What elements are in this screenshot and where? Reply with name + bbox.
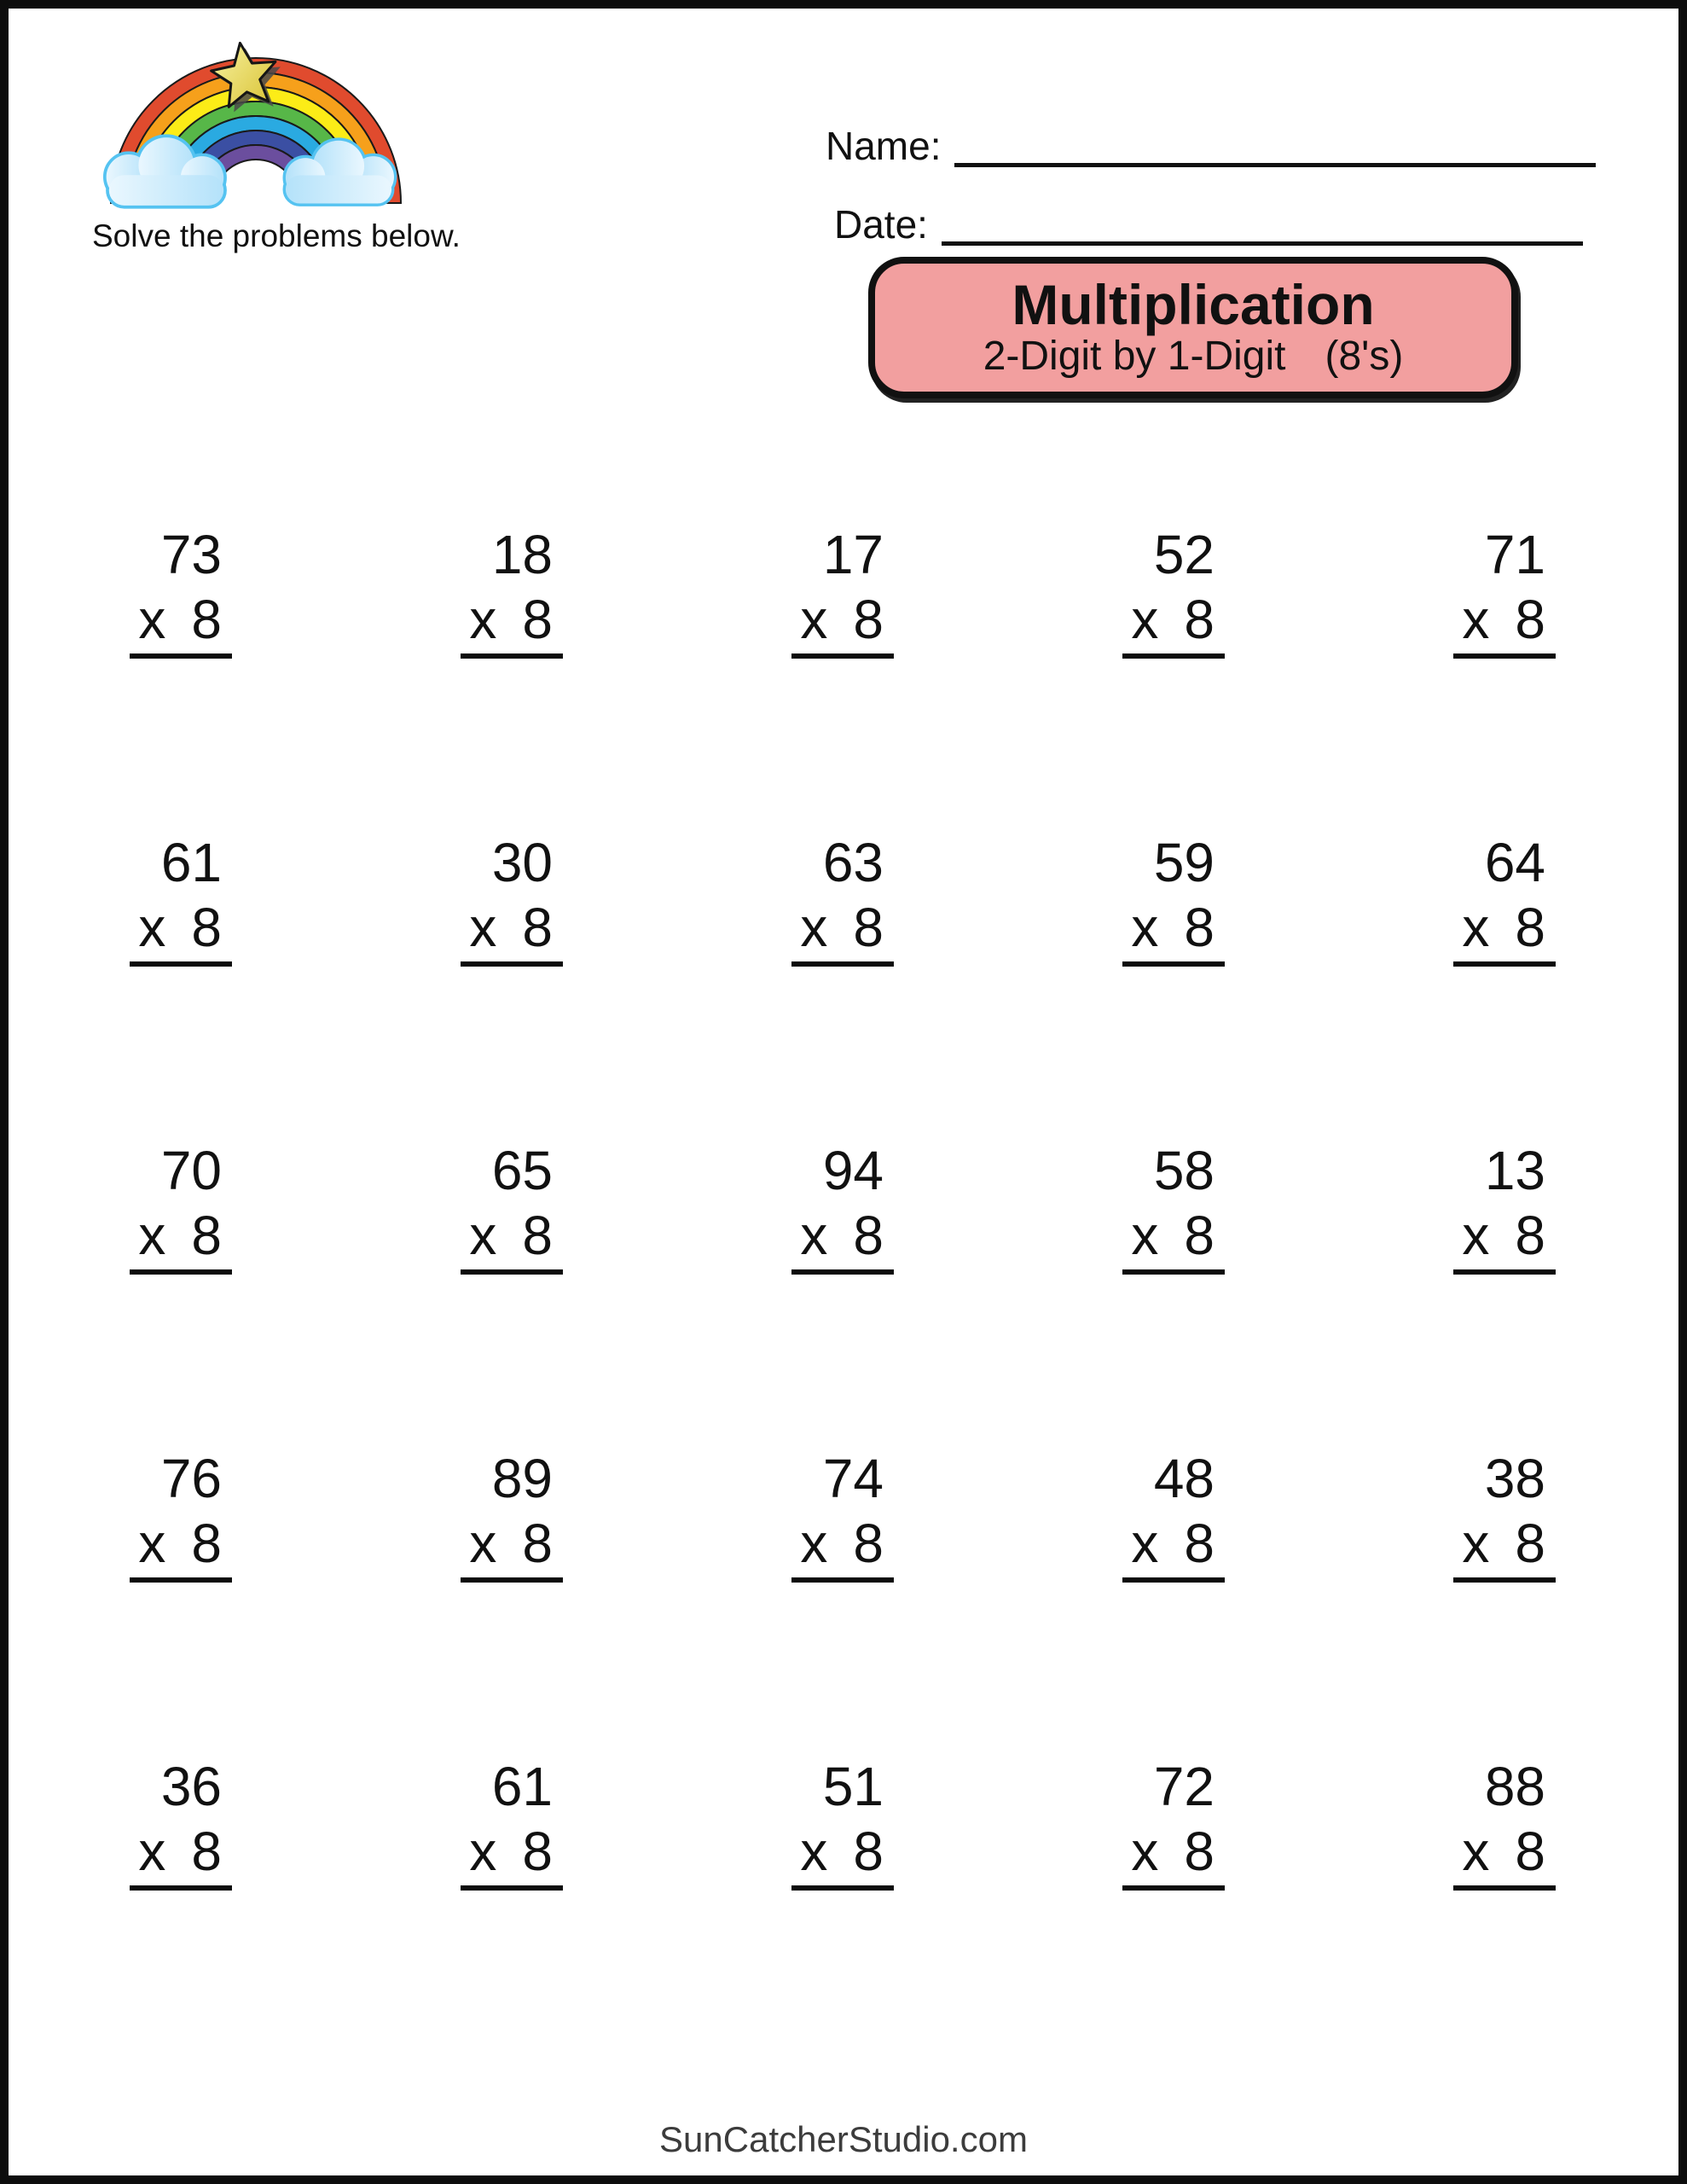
multiply-operator: x bbox=[1462, 589, 1490, 650]
date-field-row bbox=[834, 202, 1583, 247]
problem-cell bbox=[130, 832, 232, 1112]
problem-cell bbox=[1453, 1756, 1556, 2036]
problem-multiplicand: 17 bbox=[822, 524, 884, 585]
problem-answer-space[interactable] bbox=[791, 1583, 894, 1642]
problem-answer-space[interactable] bbox=[1122, 659, 1225, 718]
problem-multiplier: 8 bbox=[853, 1821, 884, 1882]
problem-multiplier: 8 bbox=[191, 1821, 222, 1882]
multiply-operator: x bbox=[800, 897, 828, 958]
multiply-operator: x bbox=[138, 1821, 166, 1882]
problem-multiplier-row bbox=[130, 1513, 232, 1583]
instruction-text: Solve the problems below. bbox=[92, 218, 461, 253]
problem-multiplier-row bbox=[1453, 1205, 1556, 1275]
multiply-operator: x bbox=[469, 897, 497, 958]
problem-multiplier: 8 bbox=[191, 1205, 222, 1266]
problem-answer-space[interactable] bbox=[1453, 1275, 1556, 1334]
multiply-operator: x bbox=[1462, 1513, 1490, 1574]
problem-cell bbox=[1122, 1140, 1225, 1420]
problem-multiplicand: 94 bbox=[822, 1140, 884, 1201]
problem-multiplier: 8 bbox=[1515, 589, 1545, 650]
rainbow-graphic bbox=[81, 39, 405, 210]
problem-answer-space[interactable] bbox=[461, 967, 563, 1026]
problem-answer-space[interactable] bbox=[1122, 1583, 1225, 1642]
problem-cell bbox=[1453, 1140, 1556, 1420]
problem-cell bbox=[130, 1448, 232, 1728]
multiply-operator: x bbox=[1131, 1821, 1159, 1882]
problem-multiplier: 8 bbox=[1184, 897, 1215, 958]
problem-cell bbox=[1122, 1448, 1225, 1728]
problem-multiplier: 8 bbox=[1515, 1513, 1545, 1574]
problem-multiplier: 8 bbox=[191, 1513, 222, 1574]
problem-multiplicand: 89 bbox=[491, 1448, 553, 1509]
worksheet-subtitle bbox=[983, 334, 1404, 380]
problem-multiplicand: 65 bbox=[491, 1140, 553, 1201]
problem-cell bbox=[461, 1448, 563, 1728]
problem-answer-space[interactable] bbox=[791, 1891, 894, 1950]
problem-multiplier: 8 bbox=[853, 897, 884, 958]
problem-multiplier: 8 bbox=[1515, 897, 1545, 958]
multiply-operator: x bbox=[800, 1821, 828, 1882]
problem-cell bbox=[1453, 1448, 1556, 1728]
problem-cell bbox=[1122, 832, 1225, 1112]
worksheet-title: Multiplication bbox=[1012, 272, 1375, 336]
problem-multiplier-row bbox=[1122, 1821, 1225, 1891]
problem-multiplier: 8 bbox=[1515, 1205, 1545, 1266]
problem-multiplier: 8 bbox=[853, 1513, 884, 1574]
problem-multiplier-row bbox=[130, 1205, 232, 1275]
problem-multiplicand: 18 bbox=[491, 524, 553, 585]
problem-multiplier-row bbox=[1122, 589, 1225, 659]
problem-multiplier-row bbox=[461, 1513, 563, 1583]
problem-multiplicand: 72 bbox=[1153, 1756, 1215, 1817]
subtitle-tag: (8's) bbox=[1325, 334, 1404, 380]
problem-multiplier-row bbox=[1122, 1205, 1225, 1275]
multiply-operator: x bbox=[800, 1513, 828, 1574]
problem-multiplicand: 88 bbox=[1484, 1756, 1545, 1817]
name-field-row bbox=[826, 126, 1596, 167]
problem-cell bbox=[461, 1140, 563, 1420]
problem-answer-space[interactable] bbox=[130, 967, 232, 1026]
multiply-operator: x bbox=[1131, 589, 1159, 650]
date-input-line[interactable] bbox=[942, 207, 1583, 246]
problem-cell bbox=[130, 1756, 232, 2036]
problem-answer-space[interactable] bbox=[130, 1583, 232, 1642]
problem-multiplier-row bbox=[791, 1205, 894, 1275]
problem-multiplier-row bbox=[461, 897, 563, 967]
problem-multiplicand: 76 bbox=[160, 1448, 222, 1509]
problem-multiplicand: 13 bbox=[1484, 1140, 1545, 1201]
subtitle-text: 2-Digit by 1-Digit bbox=[983, 334, 1286, 380]
problem-multiplicand: 70 bbox=[160, 1140, 222, 1201]
multiply-operator: x bbox=[138, 1513, 166, 1574]
multiply-operator: x bbox=[1131, 1205, 1159, 1266]
problem-multiplier-row bbox=[461, 1205, 563, 1275]
problem-answer-space[interactable] bbox=[1453, 967, 1556, 1026]
problem-multiplier: 8 bbox=[853, 589, 884, 650]
problem-cell bbox=[1122, 524, 1225, 804]
problem-multiplier-row bbox=[130, 897, 232, 967]
problem-multiplier: 8 bbox=[1184, 589, 1215, 650]
problem-answer-space[interactable] bbox=[1453, 659, 1556, 718]
problem-multiplicand: 74 bbox=[822, 1448, 884, 1509]
multiply-operator: x bbox=[469, 1513, 497, 1574]
problem-multiplier: 8 bbox=[522, 1821, 553, 1882]
name-label: Name: bbox=[826, 124, 942, 168]
multiply-operator: x bbox=[469, 589, 497, 650]
date-label: Date: bbox=[834, 202, 928, 247]
problem-answer-space[interactable] bbox=[1122, 1891, 1225, 1950]
name-input-line[interactable] bbox=[954, 129, 1596, 167]
problem-answer-space[interactable] bbox=[1122, 1275, 1225, 1334]
problem-multiplier: 8 bbox=[522, 1205, 553, 1266]
problem-multiplicand: 64 bbox=[1484, 832, 1545, 893]
problem-answer-space[interactable] bbox=[461, 659, 563, 718]
multiply-operator: x bbox=[469, 1821, 497, 1882]
problem-multiplier: 8 bbox=[191, 897, 222, 958]
multiply-operator: x bbox=[138, 589, 166, 650]
problem-multiplier-row bbox=[1453, 1821, 1556, 1891]
problem-multiplicand: 38 bbox=[1484, 1448, 1545, 1509]
problem-answer-space[interactable] bbox=[461, 1275, 563, 1334]
problem-answer-space[interactable] bbox=[1122, 967, 1225, 1026]
problem-multiplier-row bbox=[461, 589, 563, 659]
problem-multiplier-row bbox=[1122, 1513, 1225, 1583]
footer-credit: SunCatcherStudio.com bbox=[659, 2119, 1028, 2159]
problem-answer-space[interactable] bbox=[130, 1891, 232, 1950]
problem-multiplicand: 48 bbox=[1153, 1448, 1215, 1509]
problem-answer-space[interactable] bbox=[130, 1275, 232, 1334]
problem-cell bbox=[1453, 524, 1556, 804]
problem-multiplicand: 52 bbox=[1153, 524, 1215, 585]
multiply-operator: x bbox=[1131, 1513, 1159, 1574]
problem-cell bbox=[791, 1448, 894, 1728]
title-box bbox=[868, 257, 1518, 398]
problem-cell bbox=[791, 1140, 894, 1420]
multiply-operator: x bbox=[800, 1205, 828, 1266]
problem-cell bbox=[461, 524, 563, 804]
problem-answer-space[interactable] bbox=[791, 659, 894, 718]
problem-multiplier-row bbox=[791, 589, 894, 659]
problem-multiplier-row bbox=[130, 1821, 232, 1891]
problem-cell bbox=[130, 524, 232, 804]
problem-multiplicand: 61 bbox=[491, 1756, 553, 1817]
problem-answer-space[interactable] bbox=[461, 1583, 563, 1642]
problem-answer-space[interactable] bbox=[791, 967, 894, 1026]
problem-answer-space[interactable] bbox=[130, 659, 232, 718]
problem-multiplier: 8 bbox=[1184, 1513, 1215, 1574]
problem-cell bbox=[791, 524, 894, 804]
problem-cell bbox=[791, 832, 894, 1112]
multiply-operator: x bbox=[1462, 1205, 1490, 1266]
problem-answer-space[interactable] bbox=[461, 1891, 563, 1950]
problem-multiplicand: 30 bbox=[491, 832, 553, 893]
problem-multiplier: 8 bbox=[522, 589, 553, 650]
problem-cell bbox=[791, 1756, 894, 2036]
problem-multiplicand: 58 bbox=[1153, 1140, 1215, 1201]
problem-multiplier-row bbox=[791, 1821, 894, 1891]
problem-multiplicand: 36 bbox=[160, 1756, 222, 1817]
problem-multiplier: 8 bbox=[191, 589, 222, 650]
problem-answer-space[interactable] bbox=[1453, 1891, 1556, 1950]
problem-multiplicand: 59 bbox=[1153, 832, 1215, 893]
problem-multiplicand: 63 bbox=[822, 832, 884, 893]
problem-cell bbox=[461, 1756, 563, 2036]
problem-multiplier: 8 bbox=[1184, 1821, 1215, 1882]
problem-multiplier-row bbox=[130, 589, 232, 659]
problem-multiplicand: 71 bbox=[1484, 524, 1545, 585]
problem-multiplicand: 61 bbox=[160, 832, 222, 893]
multiply-operator: x bbox=[1462, 897, 1490, 958]
problem-multiplier: 8 bbox=[853, 1205, 884, 1266]
problem-multiplier-row bbox=[1453, 1513, 1556, 1583]
problem-cell bbox=[461, 832, 563, 1112]
problem-multiplier-row bbox=[1453, 589, 1556, 659]
problem-cell bbox=[130, 1140, 232, 1420]
problem-answer-space[interactable] bbox=[1453, 1583, 1556, 1642]
problem-multiplicand: 73 bbox=[160, 524, 222, 585]
problem-multiplier-row bbox=[461, 1821, 563, 1891]
problem-cell bbox=[1122, 1756, 1225, 2036]
multiply-operator: x bbox=[469, 1205, 497, 1266]
multiply-operator: x bbox=[1131, 897, 1159, 958]
multiply-operator: x bbox=[1462, 1821, 1490, 1882]
problem-multiplier: 8 bbox=[522, 897, 553, 958]
problem-multiplier-row bbox=[1122, 897, 1225, 967]
multiply-operator: x bbox=[800, 589, 828, 650]
multiply-operator: x bbox=[138, 1205, 166, 1266]
multiply-operator: x bbox=[138, 897, 166, 958]
problem-multiplier-row bbox=[791, 1513, 894, 1583]
problem-multiplier: 8 bbox=[1184, 1205, 1215, 1266]
problem-cell bbox=[1453, 832, 1556, 1112]
problem-multiplicand: 51 bbox=[822, 1756, 884, 1817]
problem-multiplier-row bbox=[1453, 897, 1556, 967]
problem-multiplier: 8 bbox=[522, 1513, 553, 1574]
problem-multiplier: 8 bbox=[1515, 1821, 1545, 1882]
problem-multiplier-row bbox=[791, 897, 894, 967]
problem-answer-space[interactable] bbox=[791, 1275, 894, 1334]
problems-grid bbox=[60, 497, 1687, 2036]
